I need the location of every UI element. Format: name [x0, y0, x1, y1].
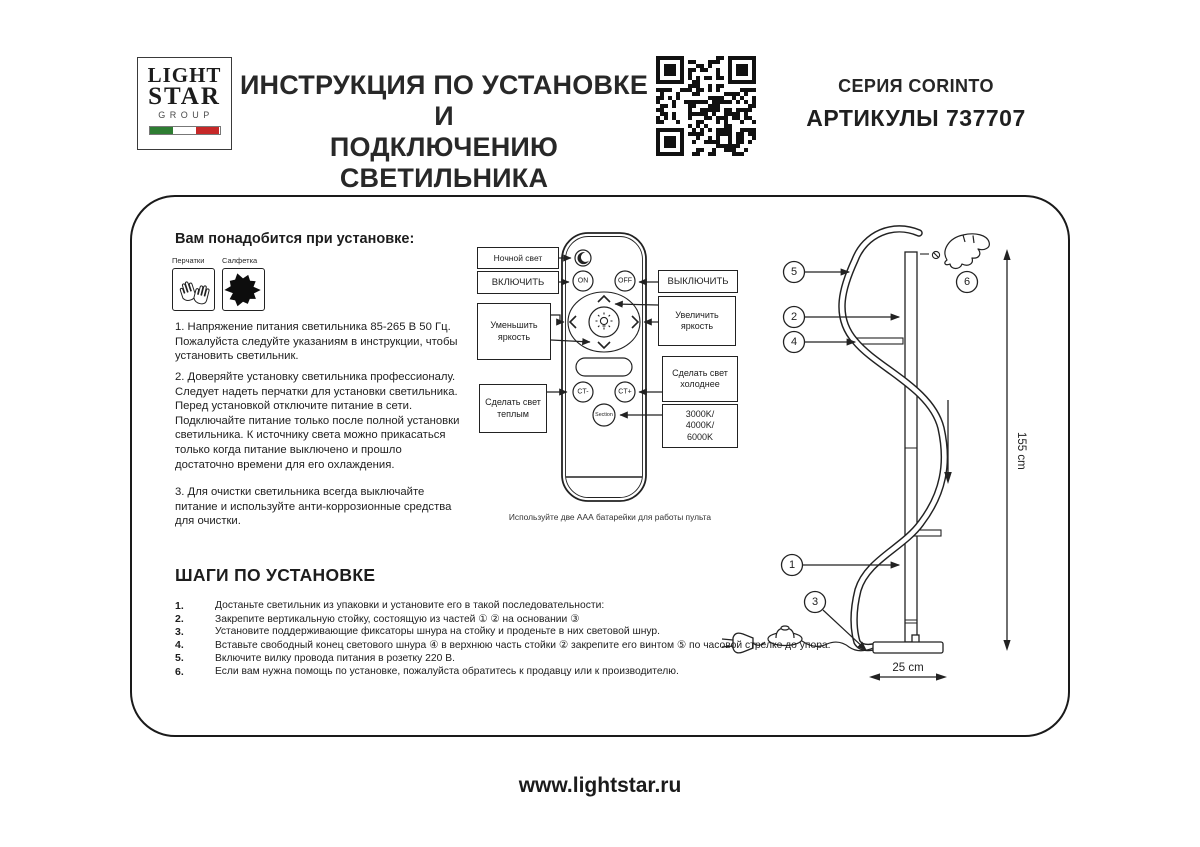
steps-list: [175, 599, 1055, 678]
gloves-label: Перчатки: [172, 256, 205, 265]
callout-6: [957, 272, 978, 293]
label-night-light: Ночной свет: [477, 247, 559, 269]
step-row-1: [175, 599, 1055, 612]
gloves-box: [172, 268, 215, 311]
ct-plus-button: [615, 382, 635, 402]
step-row-3: [175, 625, 1055, 638]
note-paragraph-1: 1. Напряжение питания светильника 85-265 В 50 Гц. Пожалуйста следуйте указаниям в инструкции, чтобы установить светильник.: [175, 321, 458, 363]
page-title: [238, 70, 650, 194]
logo-word-group: GROUP: [158, 110, 214, 120]
step-text: Достаньте светильник из упаковки и установите его в такой последовательности:: [215, 600, 605, 612]
flag-green: [150, 127, 173, 134]
flag-red: [196, 127, 219, 134]
callout-2: [784, 307, 805, 328]
note-paragraph-3: 3. Для очистки светильника всегда выключайте питание и используйте анти-коррозионные средства для очистки.: [175, 486, 452, 528]
battery-caption: Используйте две ААА батарейки для работы пульта: [508, 512, 712, 522]
logo-word-light: LIGHT: [147, 63, 222, 87]
svg-text:CT+: CT+: [618, 388, 632, 396]
callout-4: [784, 332, 805, 353]
svg-text:1: 1: [788, 559, 796, 571]
scene-pill-button: [576, 358, 632, 376]
on-button: [573, 271, 593, 291]
ct-minus-button: [573, 382, 593, 402]
napkin-icon: [223, 269, 263, 309]
step-text: Если вам нужна помощь по установке, пожалуйста обратитесь к продавцу или к производителю.: [215, 666, 679, 678]
svg-text:Section: Section: [595, 412, 613, 418]
napkin-label: Салфетка: [222, 256, 258, 265]
height-dimension: [1003, 249, 1027, 651]
svg-text:CT-: CT-: [577, 388, 589, 396]
steps-heading: ШАГИ ПО УСТАНОВКЕ: [175, 565, 376, 585]
svg-text:4: 4: [790, 336, 798, 348]
flag-white: [173, 127, 196, 134]
series-label: СЕРИЯ CORINTO: [838, 76, 994, 96]
step-row-2: [175, 612, 1055, 625]
svg-text:3: 3: [811, 596, 819, 608]
hand-icon: [945, 234, 989, 269]
svg-text:6: 6: [963, 276, 971, 288]
brand-logo: [137, 57, 232, 150]
step-row-5: [175, 652, 1055, 665]
logo-word-star: STAR: [148, 83, 221, 110]
night-light-button: [575, 250, 591, 266]
label-warm: Сделать свет теплым: [479, 384, 547, 433]
svg-text:5: 5: [790, 266, 798, 278]
svg-text:25 cm: 25 cm: [892, 662, 924, 674]
kelvin-line-2: 4000K/: [685, 420, 715, 431]
callout-1: [782, 555, 803, 576]
gloves-icon: [173, 269, 213, 309]
label-power-on: ВКЛЮЧИТЬ: [477, 271, 559, 294]
off-button: [615, 271, 635, 291]
svg-text:2: 2: [790, 311, 798, 323]
logo-flag-bar: [149, 126, 221, 135]
step-text: Закрепите вертикальную стойку, состоящую из частей ① ② на основании ③: [215, 613, 580, 625]
step-text: Установите поддерживающие фиксаторы шнура на стойку и проденьте в них световой шнур.: [215, 626, 661, 638]
label-dim: Уменьшить яркость: [477, 303, 551, 360]
label-power-off: ВЫКЛЮЧИТЬ: [658, 270, 738, 293]
napkin-box: [222, 268, 265, 311]
kelvin-line-1: 3000K/: [685, 409, 715, 420]
title-line-2: ПОДКЛЮЧЕНИЮ СВЕТИЛЬНИКА: [329, 132, 559, 193]
label-cold: Сделать свет холоднее: [662, 356, 738, 402]
svg-text:155 cm: 155 cm: [1015, 432, 1027, 470]
website-url: www.lightstar.ru: [518, 774, 682, 797]
step-text: Включите вилку провода питания в розетку 220 В.: [215, 652, 455, 664]
lamp-pole: [905, 252, 917, 642]
note-paragraph-2: 2. Доверяйте установку светильника профессионалу. Следует надеть перчатки для установки светильника. Перед установкой отключите питание в сети. Подключайте питание только после полной установки светильника. К источнику света можно прикасаться только когда питание выключено и прошло достаточно времени для его охлаждения.: [175, 371, 460, 471]
step-number: 6.: [175, 665, 184, 678]
qr-code: [656, 56, 756, 156]
kelvin-line-3: 6000K: [686, 431, 714, 442]
label-brighten: Увеличить яркость: [658, 296, 736, 346]
light-tube: [842, 229, 944, 648]
screw-icon: [920, 251, 940, 258]
title-line-1: ИНСТРУКЦИЯ ПО УСТАНОВКЕ И: [239, 70, 649, 131]
svg-text:ON: ON: [577, 277, 589, 285]
step-row-4: [175, 639, 1055, 652]
svg-text:OFF: OFF: [618, 277, 632, 285]
step-row-6: [175, 665, 1055, 678]
section-button: [593, 404, 615, 426]
callout-5: [784, 262, 805, 283]
sku-label: АРТИКУЛЫ 737707: [806, 105, 1026, 131]
requirements-heading: Вам понадобится при установке:: [175, 231, 415, 247]
step-number: 1.: [175, 599, 184, 612]
step-number: 4.: [175, 639, 184, 652]
step-number: 3.: [175, 625, 184, 638]
step-number: 5.: [175, 652, 184, 665]
step-text: Вставьте свободный конец светового шнура ④ в верхнюю часть стойки ② закрепите его винтом ⑤ по часовой стрелке до упора.: [215, 640, 831, 652]
cord-fixator-upper: [857, 338, 903, 344]
step-number: 2.: [175, 612, 184, 625]
